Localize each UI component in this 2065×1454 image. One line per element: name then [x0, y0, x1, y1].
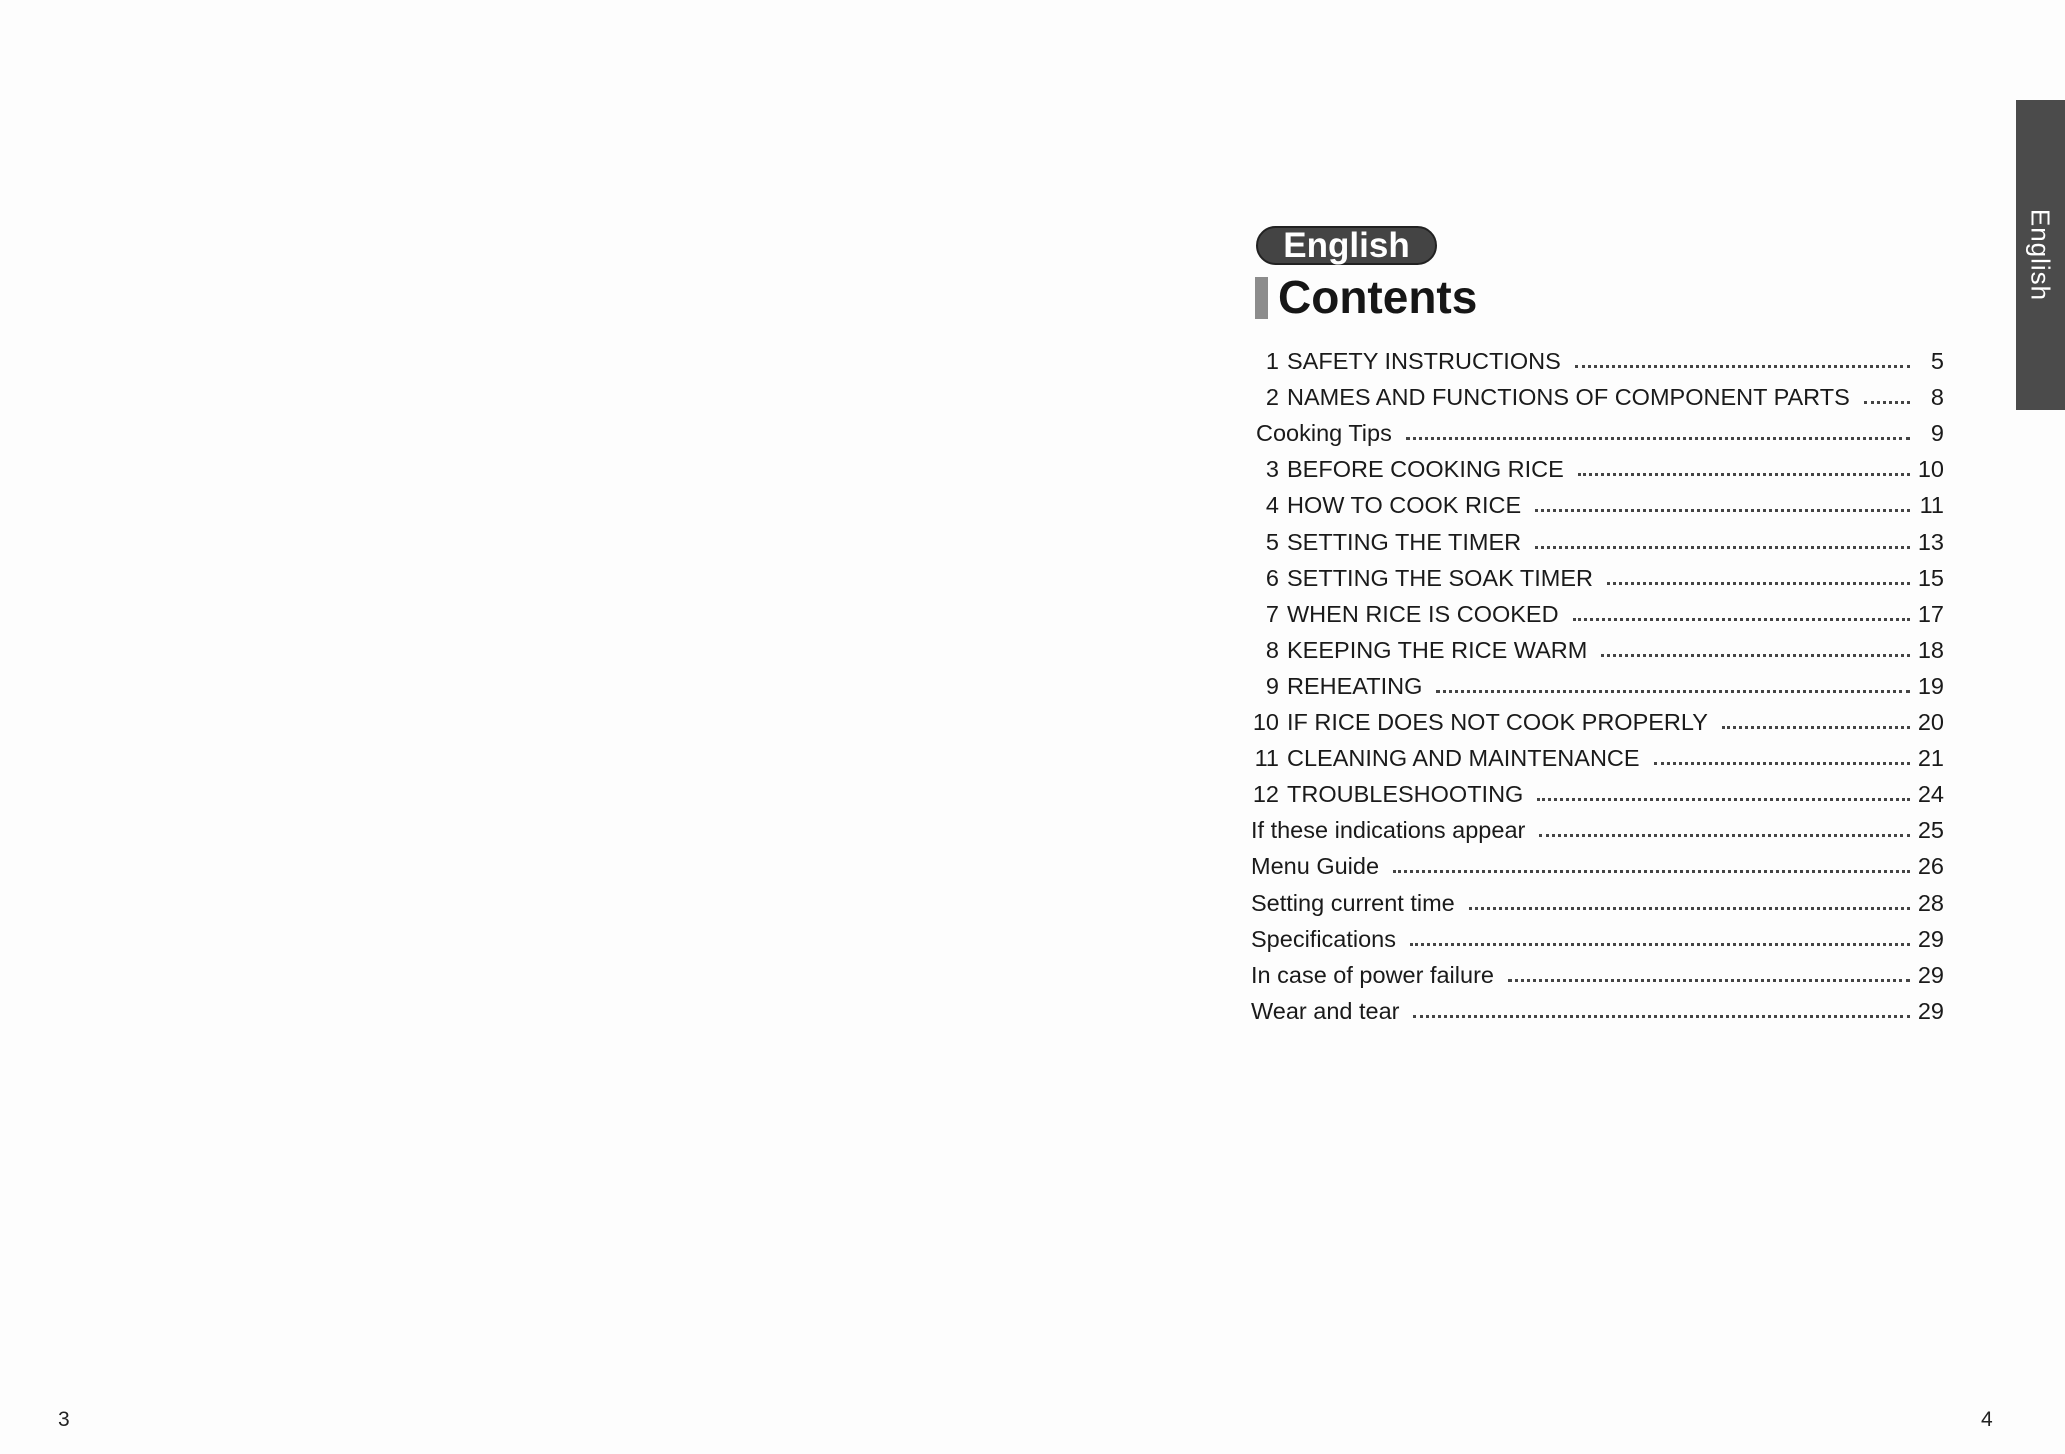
toc-leader — [1575, 365, 1910, 368]
toc-page: 17 — [1917, 600, 1944, 627]
toc-title: TROUBLESHOOTING — [1287, 781, 1524, 808]
toc-page: 13 — [1917, 528, 1944, 555]
toc-page: 9 — [1930, 420, 1944, 447]
toc-leader — [1722, 726, 1910, 729]
toc-number: 12 — [1252, 781, 1279, 808]
toc-row — [1244, 556, 1944, 592]
toc-leader — [1864, 401, 1910, 404]
toc-page: 15 — [1917, 564, 1944, 591]
toc-leader — [1410, 943, 1910, 946]
toc-title: NAMES AND FUNCTIONS OF COMPONENT PARTS — [1287, 384, 1850, 411]
toc-leader — [1406, 437, 1910, 440]
toc-row — [1244, 844, 1944, 880]
toc-row — [1244, 375, 1944, 411]
toc-page: 29 — [1917, 925, 1944, 952]
toc-row — [1244, 917, 1944, 953]
toc-page: 5 — [1930, 348, 1944, 375]
toc-number: 8 — [1265, 636, 1279, 663]
page-number-left: 3 — [58, 1408, 70, 1431]
toc-row — [1244, 664, 1944, 700]
toc-title: Specifications — [1251, 925, 1396, 952]
toc-row — [1244, 411, 1944, 447]
toc-page: 21 — [1917, 745, 1944, 772]
toc-page: 8 — [1930, 384, 1944, 411]
toc-page: 29 — [1917, 997, 1944, 1024]
toc-leader — [1607, 582, 1910, 585]
page-number-right: 4 — [1981, 1408, 1993, 1431]
heading-title: Contents — [1278, 271, 1478, 323]
toc-page: 29 — [1917, 961, 1944, 988]
toc-leader — [1469, 907, 1910, 910]
toc-leader — [1436, 690, 1910, 693]
toc-page: 28 — [1917, 889, 1944, 916]
toc-number: 4 — [1265, 492, 1279, 519]
toc-number: 6 — [1265, 564, 1279, 591]
toc-row — [1244, 447, 1944, 483]
toc-title: BEFORE COOKING RICE — [1287, 456, 1564, 483]
toc-title: SETTING THE SOAK TIMER — [1287, 564, 1593, 591]
toc-number: 10 — [1252, 709, 1279, 736]
toc-title: HOW TO COOK RICE — [1287, 492, 1522, 519]
toc-page: 19 — [1917, 672, 1944, 699]
toc-title: Wear and tear — [1251, 997, 1400, 1024]
toc-row — [1244, 700, 1944, 736]
toc-number: 9 — [1265, 672, 1279, 699]
toc-number: 1 — [1265, 348, 1279, 375]
toc-number: 7 — [1265, 600, 1279, 627]
toc-page: 25 — [1917, 817, 1944, 844]
toc-title: REHEATING — [1287, 672, 1423, 699]
toc-row — [1244, 339, 1944, 375]
toc-page: 18 — [1917, 636, 1944, 663]
toc-row — [1244, 808, 1944, 844]
toc-title: WHEN RICE IS COOKED — [1287, 600, 1559, 627]
toc-page: 11 — [1919, 492, 1944, 519]
toc-row — [1244, 772, 1944, 808]
toc-leader — [1539, 834, 1910, 837]
toc-row — [1244, 736, 1944, 772]
toc-leader — [1537, 798, 1910, 801]
toc-title: Setting current time — [1251, 889, 1455, 916]
toc-title: CLEANING AND MAINTENANCE — [1287, 745, 1640, 772]
toc-title: SAFETY INSTRUCTIONS — [1287, 348, 1561, 375]
toc-leader — [1578, 473, 1910, 476]
toc-leader — [1535, 509, 1910, 512]
toc-leader — [1573, 618, 1910, 621]
toc-title: Cooking Tips — [1256, 420, 1392, 447]
toc-title: In case of power failure — [1251, 961, 1494, 988]
toc-leader — [1654, 762, 1910, 765]
toc-page: 24 — [1917, 781, 1944, 808]
toc-title: If these indications appear — [1251, 817, 1526, 844]
table-of-contents — [1244, 339, 1944, 1025]
toc-title: SETTING THE TIMER — [1287, 528, 1522, 555]
toc-row — [1244, 519, 1944, 555]
toc-number: 5 — [1265, 528, 1279, 555]
toc-row — [1244, 989, 1944, 1025]
toc-title: Menu Guide — [1251, 853, 1380, 880]
toc-row — [1244, 483, 1944, 519]
toc-row — [1244, 953, 1944, 989]
toc-number: 2 — [1265, 384, 1279, 411]
toc-page: 10 — [1917, 456, 1944, 483]
toc-title: IF RICE DOES NOT COOK PROPERLY — [1287, 709, 1708, 736]
toc-row — [1244, 592, 1944, 628]
toc-leader — [1535, 546, 1910, 549]
toc-number: 11 — [1254, 745, 1279, 772]
toc-leader — [1393, 870, 1910, 873]
language-badge: English — [1256, 226, 1437, 265]
toc-title: KEEPING THE RICE WARM — [1287, 636, 1588, 663]
toc-page: 20 — [1917, 709, 1944, 736]
heading-accent-bar — [1255, 277, 1268, 319]
toc-leader — [1601, 654, 1910, 657]
toc-row — [1244, 628, 1944, 664]
toc-leader — [1508, 979, 1910, 982]
side-tab-label: English — [2025, 208, 2056, 302]
toc-page: 26 — [1917, 853, 1944, 880]
language-side-tab — [2016, 100, 2065, 410]
toc-leader — [1413, 1015, 1910, 1018]
toc-row — [1244, 880, 1944, 916]
toc-number: 3 — [1265, 456, 1279, 483]
